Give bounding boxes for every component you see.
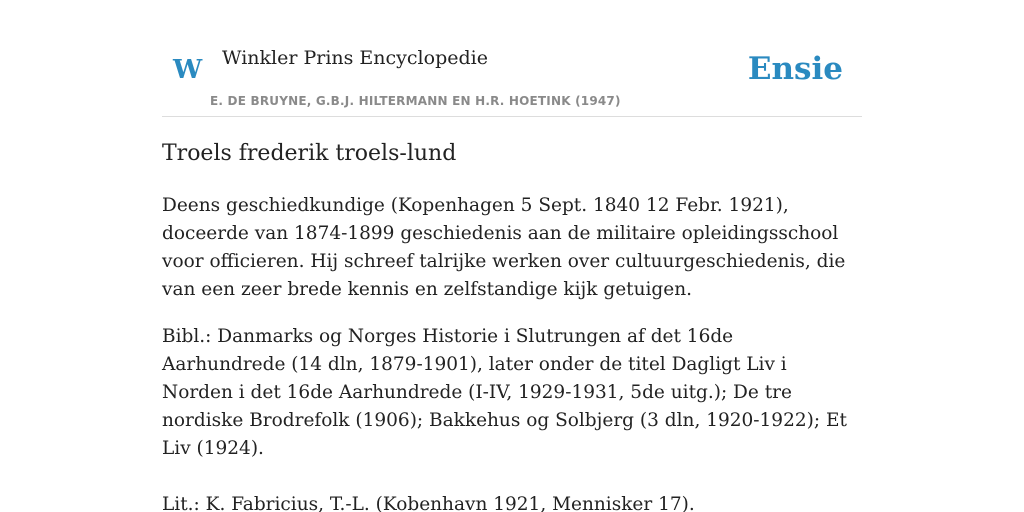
winkler-prins-logo[interactable]: W <box>173 55 203 85</box>
publication-title[interactable]: Winkler Prins Encyclopedie <box>222 47 488 69</box>
ensie-logo[interactable]: Ensie <box>747 51 843 87</box>
article-title: Troels frederik troels-lund <box>162 141 457 166</box>
article-paragraph-literature: Lit.: K. Fabricius, T.-L. (Kobenhavn 1921, Mennisker 17). <box>162 494 695 512</box>
article-paragraph-description: Deens geschiedkundige (Kopenhagen 5 Sept. 1840 12 Febr. 1921), doceerde van 1874-1899 geschiedenis aan de militaire opleidingsschool voor officieren. Hij schreef talrijke werken over cultuurgeschiedenis, die van een zeer brede kennis en zelfstandige kijk getuigen. <box>162 195 846 300</box>
authors-line: E. DE BRUYNE, G.B.J. HILTERMANN EN H.R. HOETINK (1947) <box>210 94 621 108</box>
article <box>162 138 862 512</box>
article-paragraph-bibliography: Bibl.: Danmarks og Norges Historie i Slutrungen af det 16de Aarhundrede (14 dln, 1879-1901), later onder de titel Dagligt Liv i Norden i det 16de Aarhundrede (I-IV, 1929-1931, 5de uitg.); De tre nordiske Brodrefolk (1906); Bakkehus og Solbjerg (3 dln, 1920-1922); Et Liv (1924). <box>162 326 847 459</box>
page-header <box>162 0 862 117</box>
